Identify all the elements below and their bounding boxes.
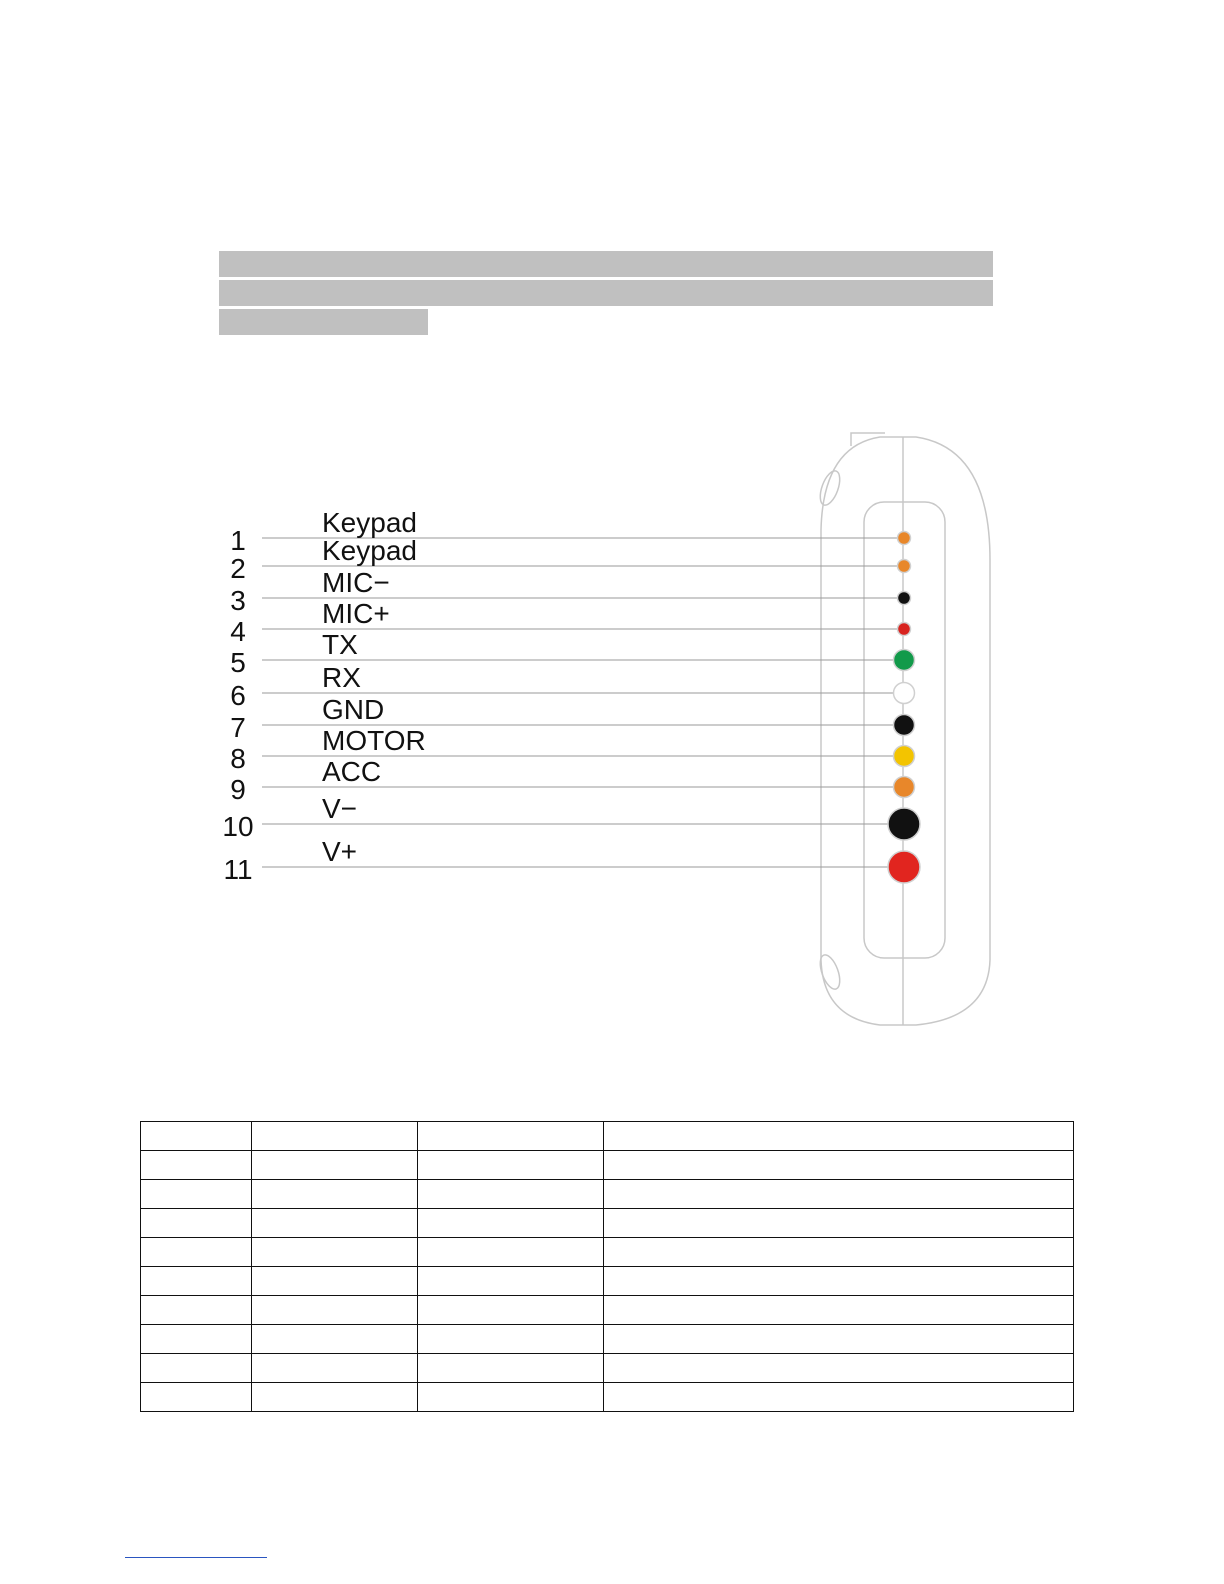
pin-label-1: Keypad (322, 507, 417, 538)
table-cell (252, 1209, 418, 1238)
table-cell (252, 1296, 418, 1325)
table-cell (252, 1383, 418, 1412)
pin-table (140, 1121, 1074, 1412)
pin-number-7: 7 (230, 712, 246, 743)
pin-label-5: TX (322, 629, 358, 660)
pin-dot-5 (894, 650, 915, 671)
pin-number-1: 1 (230, 525, 246, 556)
table-row (141, 1209, 1074, 1238)
table-row (141, 1151, 1074, 1180)
table-cell (252, 1180, 418, 1209)
pin-label-3: MIC− (322, 567, 390, 598)
table-cell (141, 1296, 252, 1325)
pin-dot-11 (888, 851, 920, 883)
pin-label-6: RX (322, 662, 361, 693)
pin-label-10: V− (322, 793, 358, 824)
table-cell (141, 1151, 252, 1180)
pin-dot-10 (888, 808, 920, 840)
table-cell (418, 1122, 604, 1151)
pin-dot-8 (894, 746, 915, 767)
table-row (141, 1267, 1074, 1296)
table-cell (604, 1325, 1074, 1354)
table-cell (418, 1267, 604, 1296)
pin-label-11: V+ (322, 836, 358, 867)
table-row (141, 1383, 1074, 1412)
pin-number-3: 3 (230, 585, 246, 616)
table-cell (418, 1325, 604, 1354)
pin-dot-2 (898, 560, 911, 573)
table-cell (604, 1180, 1074, 1209)
pin-dot-6 (894, 683, 915, 704)
table-cell (604, 1354, 1074, 1383)
pin-label-7: GND (322, 694, 385, 725)
table-cell (418, 1209, 604, 1238)
table-cell (252, 1267, 418, 1296)
footnote-separator (125, 1557, 267, 1558)
table-cell (418, 1238, 604, 1267)
table-cell (418, 1383, 604, 1412)
table-cell (604, 1296, 1074, 1325)
pin-number-6: 6 (230, 680, 246, 711)
table-cell (604, 1238, 1074, 1267)
pin-number-10: 10 (222, 811, 254, 842)
table-cell (252, 1122, 418, 1151)
table-cell (141, 1267, 252, 1296)
pin-label-2: Keypad (322, 535, 417, 566)
table-cell (604, 1209, 1074, 1238)
table-cell (418, 1354, 604, 1383)
pin-dot-7 (894, 715, 915, 736)
pin-table-body (141, 1122, 1074, 1412)
table-cell (141, 1122, 252, 1151)
table-cell (141, 1383, 252, 1412)
table-cell (141, 1354, 252, 1383)
pin-label-4: MIC+ (322, 598, 390, 629)
table-row (141, 1180, 1074, 1209)
pin-number-2: 2 (230, 553, 246, 584)
table-cell (252, 1151, 418, 1180)
table-cell (252, 1354, 418, 1383)
table-cell (141, 1325, 252, 1354)
pin-dot-3 (898, 592, 911, 605)
pin-label-9: ACC (322, 756, 382, 787)
table-cell (418, 1151, 604, 1180)
pin-number-11: 11 (223, 854, 253, 885)
pin-number-9: 9 (230, 774, 246, 805)
table-row (141, 1238, 1074, 1267)
table-cell (604, 1267, 1074, 1296)
pin-dot-4 (898, 623, 911, 636)
pin-dot-9 (894, 777, 915, 798)
table-row (141, 1325, 1074, 1354)
pin-dot-1 (898, 532, 911, 545)
table-cell (141, 1180, 252, 1209)
table-row (141, 1122, 1074, 1151)
table-cell (604, 1122, 1074, 1151)
pin-number-8: 8 (230, 743, 246, 774)
table-cell (141, 1209, 252, 1238)
table-row (141, 1296, 1074, 1325)
table-cell (252, 1325, 418, 1354)
table-cell (418, 1296, 604, 1325)
table-cell (141, 1238, 252, 1267)
table-cell (418, 1180, 604, 1209)
pin-number-4: 4 (230, 616, 246, 647)
pin-group (222, 507, 920, 885)
table-row (141, 1354, 1074, 1383)
table-cell (604, 1151, 1074, 1180)
table-cell (252, 1238, 418, 1267)
pin-number-5: 5 (230, 647, 246, 678)
table-cell (604, 1383, 1074, 1412)
pin-label-8: MOTOR (322, 725, 426, 756)
